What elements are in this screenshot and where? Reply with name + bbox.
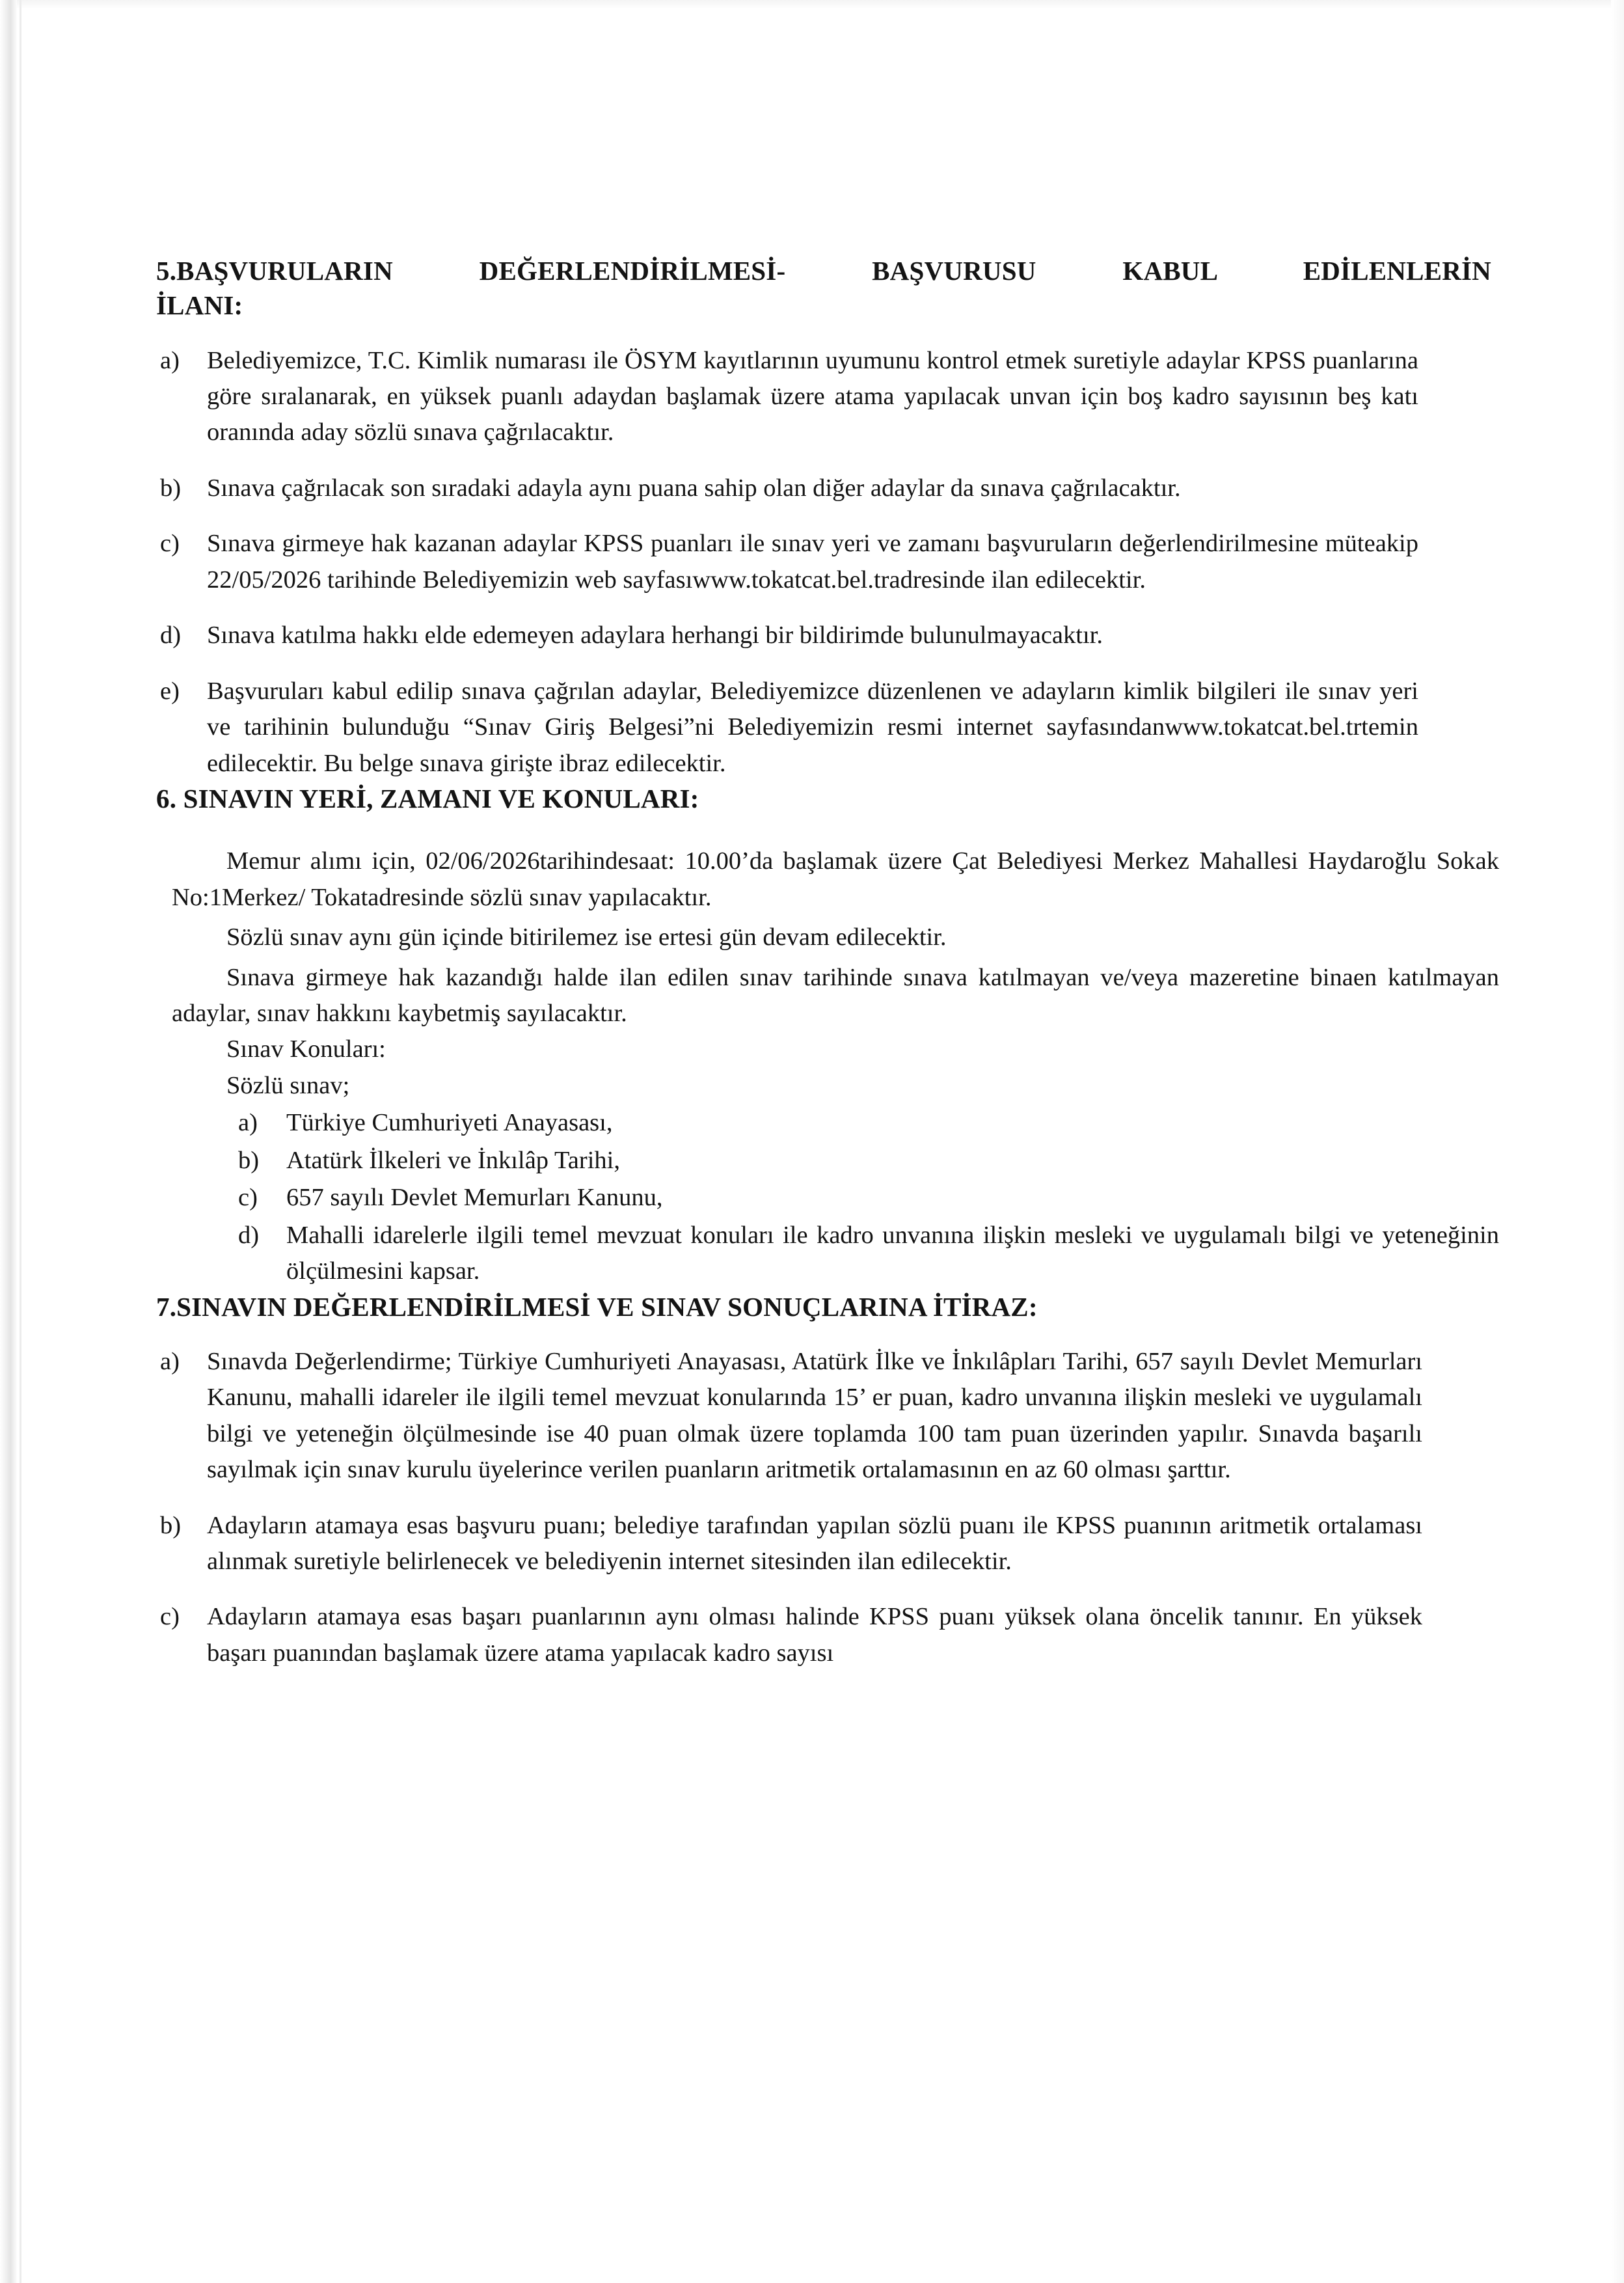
list-item: [156, 674, 1418, 782]
list-item-text: Atatürk İlkeleri ve İnkılâp Tarihi,: [286, 1146, 620, 1174]
section-5-heading: [156, 254, 1496, 323]
section-7-heading: 7.SINAVIN DEĞERLENDİRİLMESİ VE SINAV SONUÇLARINA İTİRAZ:: [156, 1291, 1038, 1322]
exam-subjects-label: Sınav Konuları:: [226, 1035, 386, 1063]
exam-subjects-list: [234, 1105, 1499, 1289]
scan-edge-left-line: [20, 0, 21, 2283]
section-6-heading: 6. SINAVIN YERİ, ZAMANI VE KONULARI:: [156, 783, 699, 813]
list-item-text: Mahalli idarelerle ilgili temel mevzuat konuları ile kadro unvanına ilişkin mesleki ve uygulamalı bilgi ve yeteneğinin ölçülmesini kapsar.: [286, 1221, 1499, 1285]
list-marker: a): [238, 1109, 258, 1137]
list-marker: c): [238, 1184, 258, 1212]
section-7-list: [156, 1344, 1422, 1672]
section-6-paragraph-1: Memur alımı için, 02/06/2026tarihindesaat: 10.00’da başlamak üzere Çat Belediyesi Merkez Mahallesi Haydaroğlu Sokak No:1Merkez/ Tokatadresinde sözlü sınav yapılacaktır.: [172, 847, 1499, 911]
list-item-text: Adayların atamaya esas başvuru puanı; belediye tarafından yapılan sözlü puanı ile KPSS puanının aritmetik ortalaması alınmak suretiyle belirlenecek ve belediyenin internet sitesinden ilan edilecektir.: [207, 1511, 1422, 1575]
list-marker: b): [238, 1146, 260, 1174]
list-marker: d): [238, 1221, 260, 1249]
list-item-text: Sınava katılma hakkı elde edemeyen adaylara herhangi bir bildirimde bulunulmayacaktır.: [207, 622, 1103, 649]
list-item-text: Sınava çağrılacak son sıradaki adayla aynı puana sahip olan diğer adaylar da sınava çağrılacaktır.: [207, 474, 1181, 502]
scan-edge-left: [0, 0, 17, 2283]
section-6-paragraph-3: Sınava girmeye hak kazandığı halde ilan edilen sınav tarihinde sınava katılmayan ve/veya mazeretine binaen katılmayan adaylar, sınav hakkını kaybetmiş sayılacaktır.: [172, 963, 1499, 1028]
section-5-list: [156, 343, 1418, 782]
section-6-paragraph-2: Sözlü sınav aynı gün içinde bitirilemez ise ertesi gün devam edilecektir.: [226, 923, 947, 951]
list-item-text: Türkiye Cumhuriyeti Anayasası,: [286, 1109, 613, 1137]
section-5-heading-line1: 5.BAŞVURULARIN DEĞERLENDİRİLMESİ- BAŞVURUSU KABUL EDİLENLERİN: [156, 256, 1491, 286]
list-marker: e): [160, 677, 180, 705]
list-item: [234, 1218, 1499, 1290]
list-marker: c): [160, 530, 180, 558]
document-body: [156, 254, 1499, 1671]
list-marker: d): [160, 622, 182, 649]
list-marker: a): [160, 346, 180, 374]
list-item-text: Sınavda Değerlendirme; Türkiye Cumhuriyeti Anayasası, Atatürk İlke ve İnkılâpları Tarihi, 657 sayılı Devlet Memurları Kanunu, mahalli idareler ile ilgili temel mevzuat konularında 15’ er puan, kadro unvanına ilişkin mesleki ve uygulamalı bilgi ve yeteneğin ölçülmesinde ise 40 puan olmak üzere toplamda 100 tam puan üzerinden yapılır. Sınavda başarılı sayılmak için sınav kurulu üyelerince verilen puanların aritmetik ortalamasının en az 60 olması şarttır.: [207, 1347, 1422, 1484]
scan-edge-top: [0, 0, 1624, 9]
scan-edge-right: [1611, 0, 1624, 2283]
oral-exam-label: Sözlü sınav;: [226, 1071, 350, 1099]
list-item-text: Sınava girmeye hak kazanan adaylar KPSS puanları ile sınav yeri ve zamanı başvuruların değerlendirilmesine müteakip 22/05/2026 tarihinde Belediyemizin web sayfasıwww.tokatcat.bel.tradresinde ilan edilecektir.: [207, 530, 1418, 594]
list-item-text: Belediyemizce, T.C. Kimlik numarası ile ÖSYM kayıtlarının uyumunu kontrol etmek suretiyle adaylar KPSS puanlarına göre sıralanarak, en yüksek puanlı adaydan başlamak üzere atama yapılacak unvan için boş kadro sayısının beş katı oranında aday sözlü sınava çağrılacaktır.: [207, 346, 1418, 446]
list-item: [156, 471, 1418, 506]
list-item-text: Başvuruları kabul edilip sınava çağrılan adaylar, Belediyemizce düzenlenen ve adayların kimlik bilgileri ile sınav yeri ve tarihinin bulunduğu “Sınav Giriş Belgesi”ni Belediyemizin resmi internet sayfasındanwww.tokatcat.bel.trtemin edilecektir. Bu belge sınava girişte ibraz edilecektir.: [207, 677, 1418, 777]
list-item-text: Adayların atamaya esas başarı puanlarının aynı olması halinde KPSS puanı yüksek olana öncelik tanınır. En yüksek başarı puanından başlamak üzere atama yapılacak kadro sayısı: [207, 1603, 1422, 1667]
list-item: [156, 1599, 1422, 1671]
list-item-text: 657 sayılı Devlet Memurları Kanunu,: [286, 1184, 663, 1212]
list-item: [234, 1180, 1499, 1216]
list-item: [156, 1344, 1422, 1488]
list-marker: c): [160, 1603, 180, 1631]
list-item: [234, 1143, 1499, 1179]
list-marker: a): [160, 1347, 180, 1375]
list-item: [156, 618, 1418, 653]
list-item: [156, 343, 1418, 451]
list-item: [234, 1105, 1499, 1141]
section-5-heading-line2: İLANI:: [156, 290, 243, 321]
list-marker: b): [160, 1511, 182, 1539]
list-item: [156, 526, 1418, 598]
list-item: [156, 1508, 1422, 1580]
list-marker: b): [160, 474, 182, 502]
section-6-body: [172, 843, 1499, 1289]
